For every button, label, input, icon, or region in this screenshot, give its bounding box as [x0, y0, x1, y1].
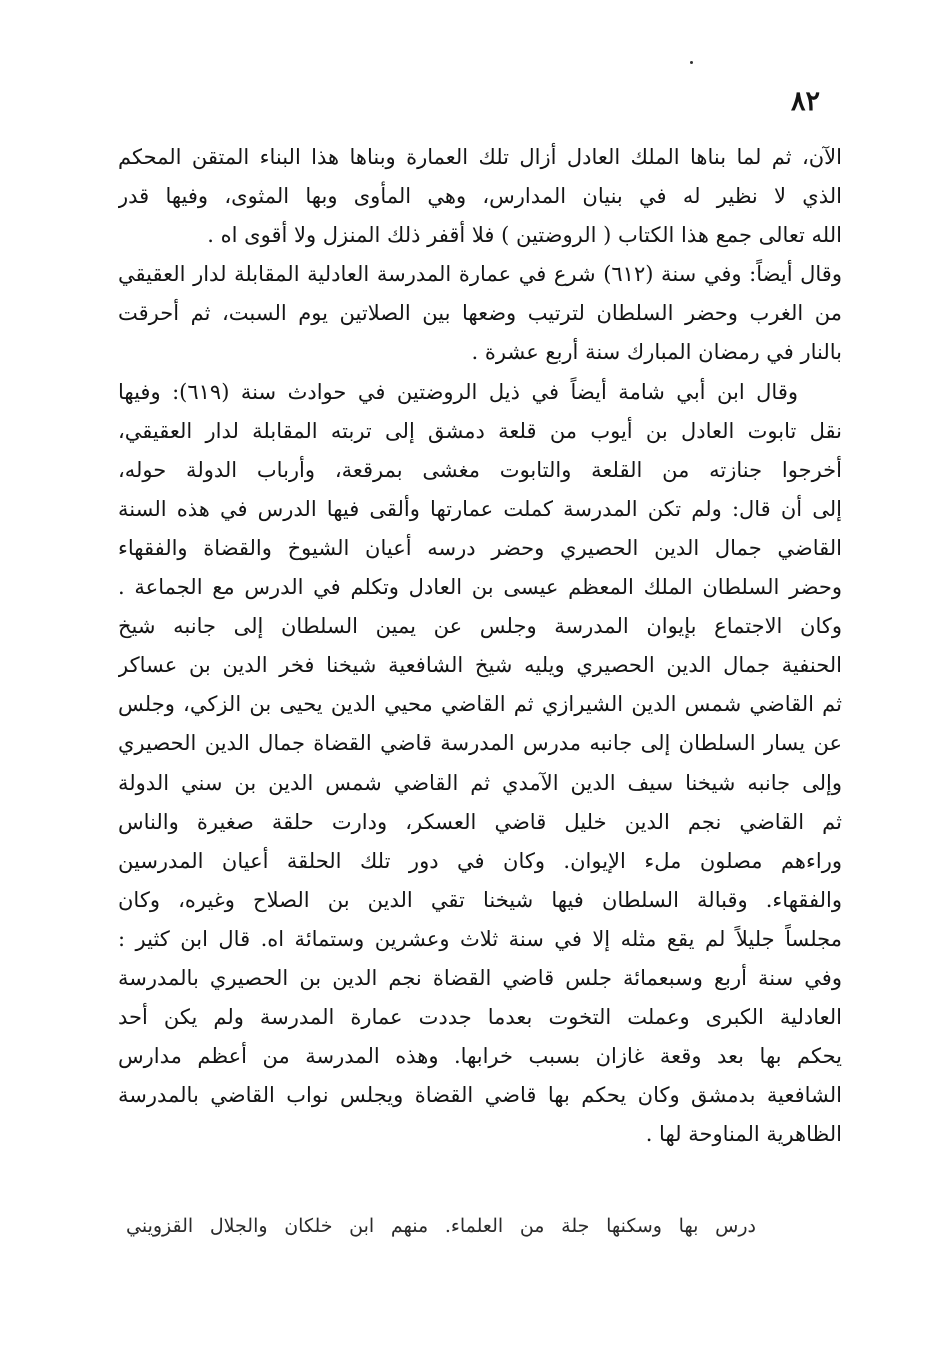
text-line: الشافعية بدمشق وكان يحكم بها قاضي القضاة ويجلس نواب القاضي بالمدرسة [118, 1083, 842, 1108]
text-line: عن يسار السلطان إلى جانبه مدرس المدرسة قاضي القضاة جمال الدين الحصيري [118, 731, 842, 756]
main-text [118, 138, 842, 1154]
text-line: الآن، ثم لما بناها الملك العادل أزال تلك العمارة وبناها هذا البناء المتقن المحكم [118, 145, 842, 169]
text-line: مجلساً جليلاً لم يقع مثله إلا في سنة ثلاث وعشرين وستمائة اه. قال ابن كثير : [118, 926, 842, 951]
text-line: ثم القاضي نجم الدين خليل قاضي العسكر، ودارت حلقة صغيرة والناس [118, 809, 842, 834]
text-line: ثم القاضي شمس الدين الشيرازي ثم القاضي محيي الدين يحيى بن الزكي، وجلس [118, 692, 842, 717]
text-line: وفي سنة أربع وسبعمائة جلس قاضي القضاة نجم الدين بن الحصيري بالمدرسة [118, 965, 842, 990]
text-line: نقل تابوت العادل بن أيوب من قلعة دمشق إلى تربته المقابلة لدار العقيقي، [118, 418, 842, 443]
text-line: وراءهم مصلون ملء الإيوان. وكان في دور تلك الحلقة أعيان المدرسين [118, 848, 842, 873]
text-line: الحنفية جمال الدين الحصيري ويليه شيخ الشافعية شيخنا فخر الدين بن عساكر [118, 653, 842, 678]
text-line: وكان الاجتماع بإيوان المدرسة وجلس عن يمين السلطان إلى جانبه شيخ [118, 614, 842, 639]
text-line: بالنار في رمضان المبارك سنة أربع عشرة . [471, 340, 842, 365]
text-line: من الغرب وحضر السلطان لترتيب وضعها بين الصلاتين يوم السبت، ثم أحرقت [118, 301, 842, 326]
text-line: الذي لا نظير له في بنيان المدارس، وهي المأوى وبها المثوى، وفيها قدر [118, 184, 842, 209]
text-line: وقال أيضاً: وفي سنة (٦١٢) شرع في عمارة المدرسة العادلية المقابلة لدار العقيقي [118, 262, 842, 287]
text-line: الله تعالى جمع هذا الكتاب ( الروضتين ) فلا أقفر ذلك المنزل ولا أقوى اه . [207, 223, 842, 248]
text-line: وإلى جانبه شيخنا سيف الدين الآمدي ثم القاضي شمس الدين بن سني الدولة [118, 770, 842, 795]
text-line: العادلية الكبرى وعملت التخوت بعدما جددت عمارة المدرسة ولم يكن أحد [118, 1005, 842, 1030]
paper-speck [690, 61, 693, 64]
text-line: يحكم بها بعد وقعة غازان بسبب خرابها. وهذه المدرسة من أعظم مدارس [118, 1044, 842, 1069]
text-line: القاضي جمال الدين الحصيري وحضر درسه أعيان الشيوخ والقضاة والفقهاء [118, 535, 842, 560]
text-line: وحضر السلطان الملك المعظم عيسى بن العادل وتكلم في الدرس مع الجماعة . [118, 575, 842, 600]
paragraph-start-line: وقال ابن أبي شامة أيضاً في ذيل الروضتين في حوادث سنة (٦١٩): وفيها [118, 379, 798, 404]
text-line: والفقهاء. وقبالة السلطان فيها شيخنا تقي الدين بن الصلاح وغيره، وكان [118, 887, 842, 912]
footnote-text: درس بها وسكنها جلة من العلماء. منهم ابن خلكان والجلال القزويني [126, 1215, 756, 1237]
text-line: إلى أن قال: ولم تكن المدرسة كملت عمارتها وألقى فيها الدرس في هذه السنة [118, 496, 842, 521]
text-line: أخرجوا جنازته من القلعة والتابوت مغشى بمرقعة، وأرباب الدولة حوله، [118, 457, 842, 482]
page-number: ٨٢ [790, 86, 820, 117]
text-line: الظاهرية المناوحة لها . [645, 1122, 842, 1147]
